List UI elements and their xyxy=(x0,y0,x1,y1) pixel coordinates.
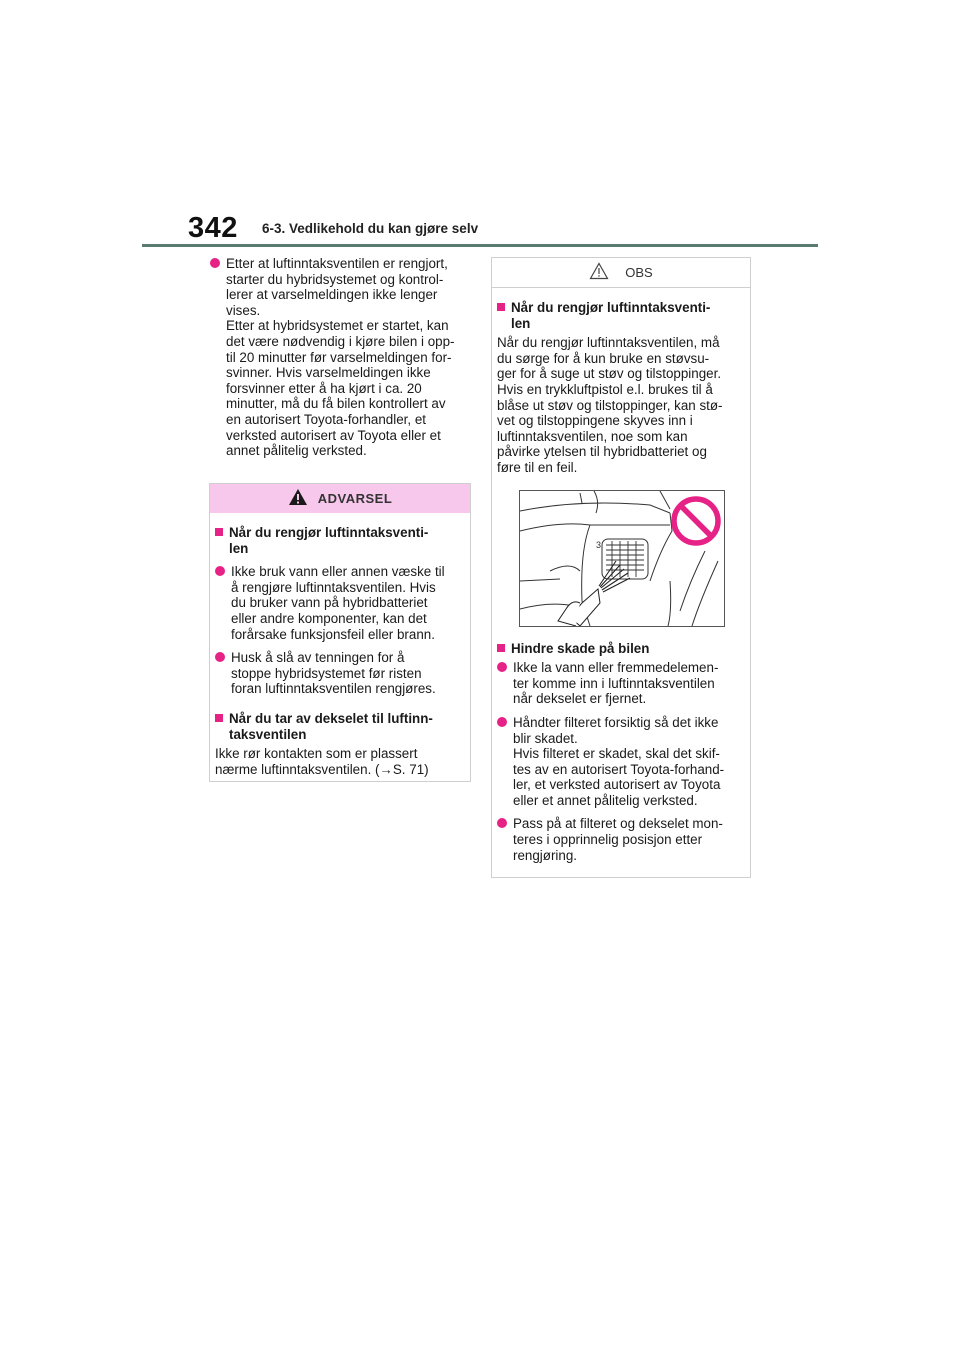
warning-header xyxy=(210,484,470,513)
bullet-dot-icon xyxy=(210,258,220,268)
warning-heading xyxy=(215,711,466,742)
note-heading xyxy=(497,300,746,331)
warning-triangle-icon xyxy=(288,488,308,509)
air-intake-cleaning-illustration xyxy=(519,490,725,627)
paragraph xyxy=(215,746,466,777)
section-title: 6-3. Vedlikehold du kan gjøre selv xyxy=(262,221,479,236)
paragraph-text: Ikke rør kontakten som er plassert nærme luftinntaksventilen. ( xyxy=(215,746,418,777)
bullet-text: Ikke bruk vann eller annen væske til å rengjøre luftinntaksventilen. Hvis du bruker vann på hybridbatteriet eller andre komponenter, kan det forårsake funksjonsfeil eller brann. xyxy=(231,564,445,642)
heading-text: Hindre skade på bilen xyxy=(511,640,650,656)
arrow-icon: → xyxy=(379,761,393,777)
bullet-text: Ikke la vann eller fremmedelemen- ter komme inn i luftinntaksventilen når dekselet er fjernet. xyxy=(513,660,719,707)
list-item xyxy=(215,650,466,697)
bullet-text: Etter at luftinntaksventilen er rengjort, starter du hybridsystemet og kontrol- lerer at varselmeldingen ikke lenger vises. Etter at hybridsystemet er startet, kan det være nødvendig i kjøre bilen i opp- til 20 minutter før varselmeldingen for- svinner. Hvis varselmeldingen ikke forsvinner etter å ha kjørt i ca. 20 minutter, må du få bilen kontrollert av en autorisert Toyota-forhandler, et verksted autorisert av Toyota eller et annet pålitelig verksted. xyxy=(226,256,455,459)
note-title: OBS xyxy=(625,265,653,280)
bullet-dot-icon xyxy=(497,818,507,828)
header-rule xyxy=(142,244,818,247)
heading-text: Når du tar av dekselet til luftinn- taksventilen xyxy=(229,710,433,742)
warning-heading xyxy=(215,525,466,556)
list-item xyxy=(497,715,746,809)
warning-body xyxy=(210,513,470,777)
note-body xyxy=(492,288,750,863)
bullet-text: Pass på at filteret og dekselet mon- teres i opprinnelig posisjon etter rengjøring. xyxy=(513,816,723,863)
bullet-dot-icon xyxy=(215,652,225,662)
list-item xyxy=(215,564,466,642)
heading-text: Når du rengjør luftinntaksventi- len xyxy=(511,300,711,331)
bullet-dot-icon xyxy=(215,566,225,576)
left-column xyxy=(210,256,470,459)
page-number: 342 xyxy=(188,212,238,244)
list-item xyxy=(210,256,470,459)
list-item xyxy=(497,816,746,863)
warning-box xyxy=(209,483,471,782)
square-bullet-icon xyxy=(215,714,223,722)
list-item xyxy=(497,660,746,707)
bullet-text: Håndter filteret forsiktig så det ikke blir skadet. Hvis filteret er skadet, skal det skif- tes av en autorisert Toyota-forhand- ler, et verksted autorisert av Toyota eller et annet pålitelig verksted. xyxy=(513,714,725,808)
bullet-text: Husk å slå av tenningen for å stoppe hybridsystemet før risten foran luftinntaksventilen rengjøres. xyxy=(231,650,436,697)
note-box xyxy=(491,257,751,878)
note-heading xyxy=(497,641,746,657)
page-reference: S. 71) xyxy=(392,761,429,777)
warning-title: ADVARSEL xyxy=(317,491,393,506)
bullet-dot-icon xyxy=(497,717,507,727)
bullet-dot-icon xyxy=(497,662,507,672)
svg-text:3: 3 xyxy=(596,539,602,550)
caution-triangle-icon xyxy=(589,262,609,283)
square-bullet-icon xyxy=(497,303,505,311)
heading-text: Når du rengjør luftinntaksventi- len xyxy=(229,525,429,556)
note-header xyxy=(492,258,750,288)
square-bullet-icon xyxy=(497,644,505,652)
square-bullet-icon xyxy=(215,528,223,536)
paragraph: Når du rengjør luftinntaksventilen, må du sørge for å kun bruke en støvsu- ger for å suge ut støv og tilstoppinger. Hvis en trykkluftpistol e.l. brukes til å blåse ut støv og tilstoppinger, kan stø- vet og tilstoppingene skyves inn i luftinntaksventilen, noe som kan påvirke ytelsen til hybridbatteriet og føre til en feil. xyxy=(497,335,723,475)
